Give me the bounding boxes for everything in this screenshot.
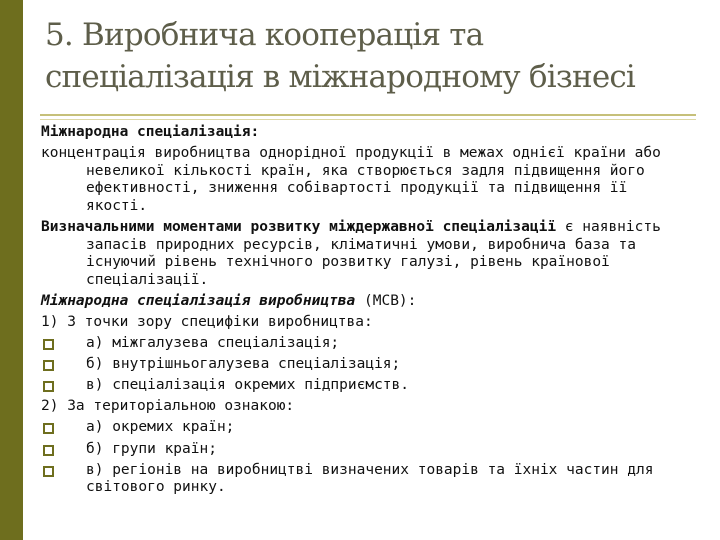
slide-title-line1: 5. Виробнича кооперація та <box>45 17 484 53</box>
list-item <box>41 462 686 497</box>
list-item <box>41 335 686 353</box>
msv-bold-italic-text: Міжнародна спеціалізація виробництва <box>41 292 356 309</box>
list-item-text: б) внутрішньогалузева спеціалізація; <box>86 356 401 373</box>
title-divider <box>40 114 696 116</box>
list-item-text: а) окремих країн; <box>86 419 235 436</box>
list-item <box>41 419 686 437</box>
list-item-text: в) регіонів на виробництві визначених товарів та їхніх частин для світового ринку. <box>86 461 654 496</box>
factors-bold-text: Визначальними моментами розвитку міждержавної спеціалізації <box>41 218 557 235</box>
msv-paragraph <box>41 293 686 311</box>
list-item-text: б) групи країн; <box>86 440 217 457</box>
list-item <box>41 377 686 395</box>
square-bullet-icon <box>43 466 54 477</box>
definition-heading <box>41 124 686 142</box>
definition-heading-text: Міжнародна спеціалізація: <box>41 124 260 140</box>
square-bullet-icon <box>43 339 54 350</box>
factors-text: є наявність запасів природних ресурсів, кліматичні умови, виробнича база та існуючий рівень технічного розвитку галузі, рівень країнової спеціалізації. <box>86 218 661 288</box>
slide-title <box>45 14 685 98</box>
left-accent-bar <box>0 0 23 540</box>
factors-paragraph <box>41 219 686 289</box>
group1-heading: 1) З точки зору специфіки виробництва: <box>41 313 373 330</box>
definition-text: концентрація виробництва однорідної продукції в межах однієї країни або невеликої кількості країн, яка створюється задля підвищення його ефективності, зниження собівартості продукції та підвищення її якості. <box>41 145 661 214</box>
list-item-text: в) спеціалізація окремих підприємств. <box>86 377 410 394</box>
square-bullet-icon <box>43 445 54 456</box>
slide-title-line2: спеціалізація в міжнародному бізнесі <box>45 59 636 95</box>
square-bullet-icon <box>43 360 54 371</box>
group2-heading: 2) За територіальною ознакою: <box>41 398 295 415</box>
slide-body <box>41 124 686 500</box>
square-bullet-icon <box>43 423 54 434</box>
list-item <box>41 441 686 459</box>
list-item-text: а) міжгалузева спеціалізація; <box>86 335 340 352</box>
title-divider-thin <box>40 119 696 120</box>
list-item <box>41 356 686 374</box>
square-bullet-icon <box>43 381 54 392</box>
msv-text: (МСВ): <box>355 292 417 309</box>
